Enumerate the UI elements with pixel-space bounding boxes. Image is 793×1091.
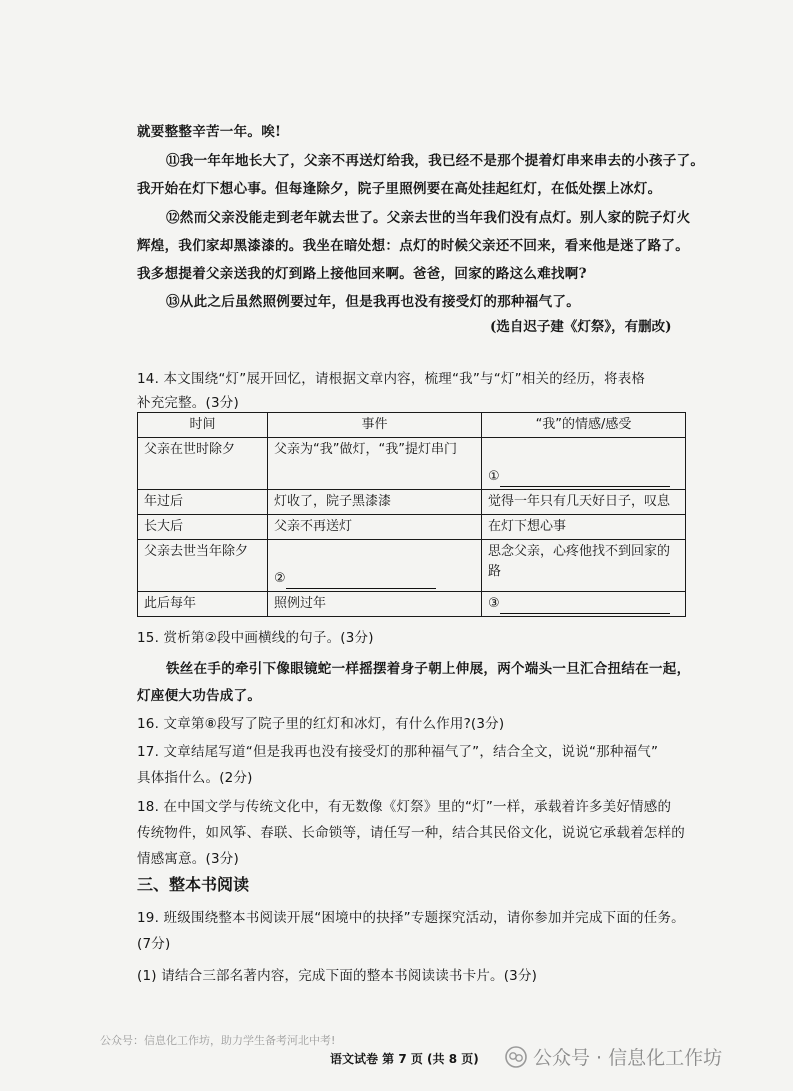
table-cell-time: 此后每年 (138, 592, 268, 617)
answer-blank-1-marker: ① (488, 469, 500, 484)
table-header: 时间 (138, 413, 268, 438)
q16-text: 16. 文章第⑧段写了院子里的红灯和冰灯，有什么作用?(3分) (137, 716, 505, 732)
passage-p10-tail: 就要整整辛苦一年。唉! (137, 124, 282, 140)
table-cell-feeling (482, 438, 686, 490)
table-header-row (138, 413, 686, 438)
q15-label: 15. 赏析第②段中画横线的句子。(3分) (137, 630, 374, 646)
table-cell-event: 灯收了，院子黑漆漆 (268, 490, 482, 515)
passage-p12-line3: 我多想提着父亲送我的灯到路上接他回来啊。爸爸，回家的路这么难找啊? (137, 266, 587, 282)
q14-line1: 14. 本文围绕“灯”展开回忆，请根据文章内容，梳理“我”与“灯”相关的经历，将表格 (137, 371, 646, 387)
table-cell-feeling: 在灯下想心事 (482, 515, 686, 540)
table-cell-event: 照例过年 (268, 592, 482, 617)
table-cell-event: 父亲不再送灯 (268, 515, 482, 540)
q19-line1: 19. 班级围绕整本书阅读开展“困境中的抉择”专题探究活动，请你参加并完成下面的任务。 (137, 910, 685, 926)
page-number: 语文试卷 第 7 页 (共 8 页) (330, 1052, 479, 1066)
passage-p13: ⑬从此之后虽然照例要过年，但是我再也没有接受灯的那种福气了。 (166, 294, 580, 310)
q19-sub1: (1) 请结合三部名著内容，完成下面的整本书阅读读书卡片。(3分) (137, 968, 538, 984)
table-header: 事件 (268, 413, 482, 438)
q18-line1: 18. 在中国文学与传统文化中，有无数像《灯祭》里的“灯”一样，承载着许多美好情感的 (137, 799, 672, 815)
section-title: 三、整本书阅读 (137, 875, 250, 894)
q18-line2: 传统物件，如风筝、春联、长命锁等，请任写一种，结合其民俗文化，说说它承载着怎样的 (137, 825, 685, 841)
q19-line2: (7分) (137, 936, 171, 952)
answer-blank-2-marker: ② (274, 571, 286, 586)
table-cell-event: 父亲为“我”做灯，“我”提灯串门 (268, 438, 482, 490)
q17-line1: 17. 文章结尾写道“但是我再也没有接受灯的那种福气了”，结合全文，说说“那种福气” (137, 744, 659, 760)
answer-blank-1[interactable] (500, 486, 670, 487)
q14-line2: 补充完整。(3分) (137, 395, 239, 411)
footer-credit: 公众号：信息化工作坊，助力学生备考河北中考! (100, 1034, 336, 1047)
answer-blank-3-marker: ③ (488, 596, 500, 611)
wechat-icon (505, 1046, 527, 1068)
table-header: “我”的情感/感受 (482, 413, 686, 438)
watermark-text: 公众号 · 信息化工作坊 (533, 1047, 723, 1069)
table-row (138, 490, 686, 515)
table-row (138, 540, 686, 592)
passage-source: (选自迟子建《灯祭》，有删改) (490, 319, 672, 335)
table-cell-time: 父亲在世时除夕 (138, 438, 268, 490)
q18-line3: 情感寓意。(3分) (137, 851, 239, 867)
table-cell-feeling (482, 592, 686, 617)
answer-blank-3[interactable] (500, 613, 670, 614)
answer-blank-2[interactable] (286, 588, 436, 589)
watermark (505, 1043, 722, 1070)
passage-p11-line2: 我开始在灯下想心事。但每逢除夕，院子里照例要在高处挂起红灯，在低处摆上冰灯。 (137, 181, 662, 197)
table-cell-feeling: 思念父亲，心疼他找不到回家的路 (482, 540, 686, 592)
table-cell-event (268, 540, 482, 592)
table-cell-time: 父亲去世当年除夕 (138, 540, 268, 592)
table-row (138, 515, 686, 540)
passage-p11-line1: ⑪我一年年地长大了，父亲不再送灯给我，我已经不是那个提着灯串来串去的小孩子了。 (166, 153, 705, 169)
passage-p12-line2: 辉煌，我们家却黑漆漆的。我坐在暗处想：点灯的时候父亲还不回来，看来他是迷了路了。 (137, 238, 689, 254)
table-cell-feeling: 觉得一年只有几天好日子，叹息 (482, 490, 686, 515)
q17-line2: 具体指什么。(2分) (137, 770, 253, 786)
q15-quote-line1: 铁丝在手的牵引下像眼镜蛇一样摇摆着身子朝上伸展，两个端头一旦汇合扭结在一起， (166, 661, 691, 677)
table-cell-time: 长大后 (138, 515, 268, 540)
experience-table (137, 412, 686, 617)
q15-quote-line2: 灯座便大功告成了。 (137, 688, 262, 704)
table-row (138, 592, 686, 617)
table-cell-time: 年过后 (138, 490, 268, 515)
table-row (138, 438, 686, 490)
passage-p12-line1: ⑫然而父亲没能走到老年就去世了。父亲去世的当年我们没有点灯。别人家的院子灯火 (166, 210, 691, 226)
